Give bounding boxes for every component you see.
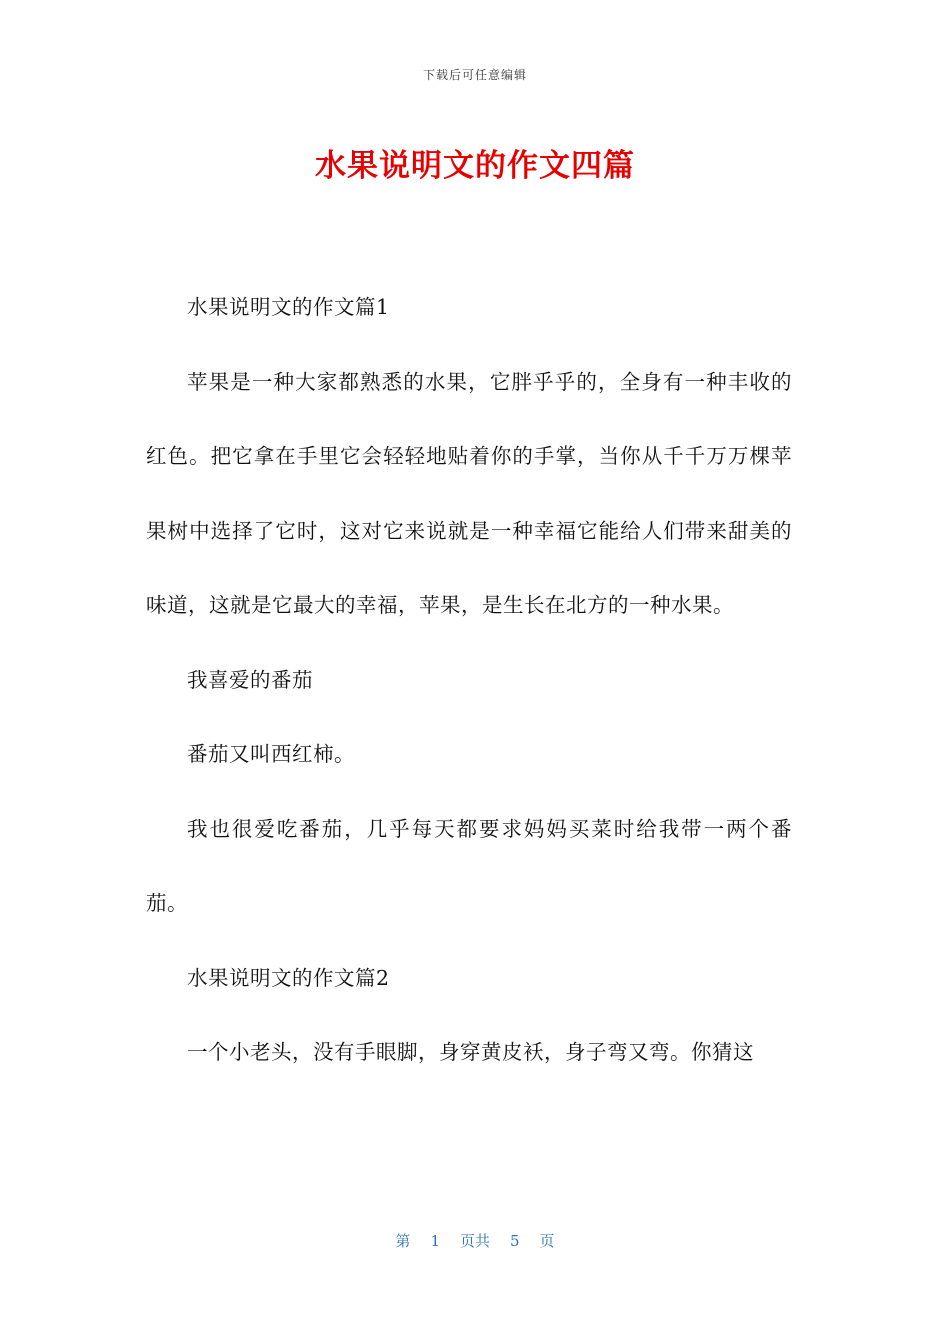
paragraph-tomato-heading: 我喜爱的番茄	[187, 667, 313, 692]
paragraph-riddle: 一个小老头，没有手眼脚，身穿黄皮袄，身子弯又弯。你猜这	[187, 1040, 754, 1064]
paragraph-apple: 苹果是一种大家都熟悉的水果，它胖乎乎的，全身有一种丰收的红色。把它拿在手里它会轻轻地贴着你的手掌，当你从千千万万棵苹果树中选择了它时，这对它来说就是一种幸福它能给人们带来甜美的味道，这就是它最大的幸福，苹果，是生长在北方的一种水果。	[146, 369, 792, 617]
section-heading-1: 水果说明文的作文篇1	[187, 295, 390, 319]
footer-page-number: 1	[430, 1232, 440, 1250]
footer-page-prefix: 第	[395, 1232, 411, 1250]
paragraph-tomato-intro: 番茄又叫西红柿。	[187, 742, 355, 766]
paragraph-tomato-love: 我也很爱吃番茄，几乎每天都要求妈妈买菜时给我带一两个番茄。	[146, 816, 792, 915]
document-body	[146, 270, 792, 1090]
footer-total-pages: 5	[510, 1232, 520, 1250]
page-footer	[0, 1230, 950, 1251]
document-title: 水果说明文的作文四篇	[315, 148, 635, 184]
footer-page-suffix: 页	[539, 1232, 555, 1250]
header-note: 下载后可任意编辑	[422, 68, 527, 82]
footer-page-middle: 页共	[459, 1232, 490, 1250]
section-heading-2: 水果说明文的作文篇2	[187, 965, 390, 990]
